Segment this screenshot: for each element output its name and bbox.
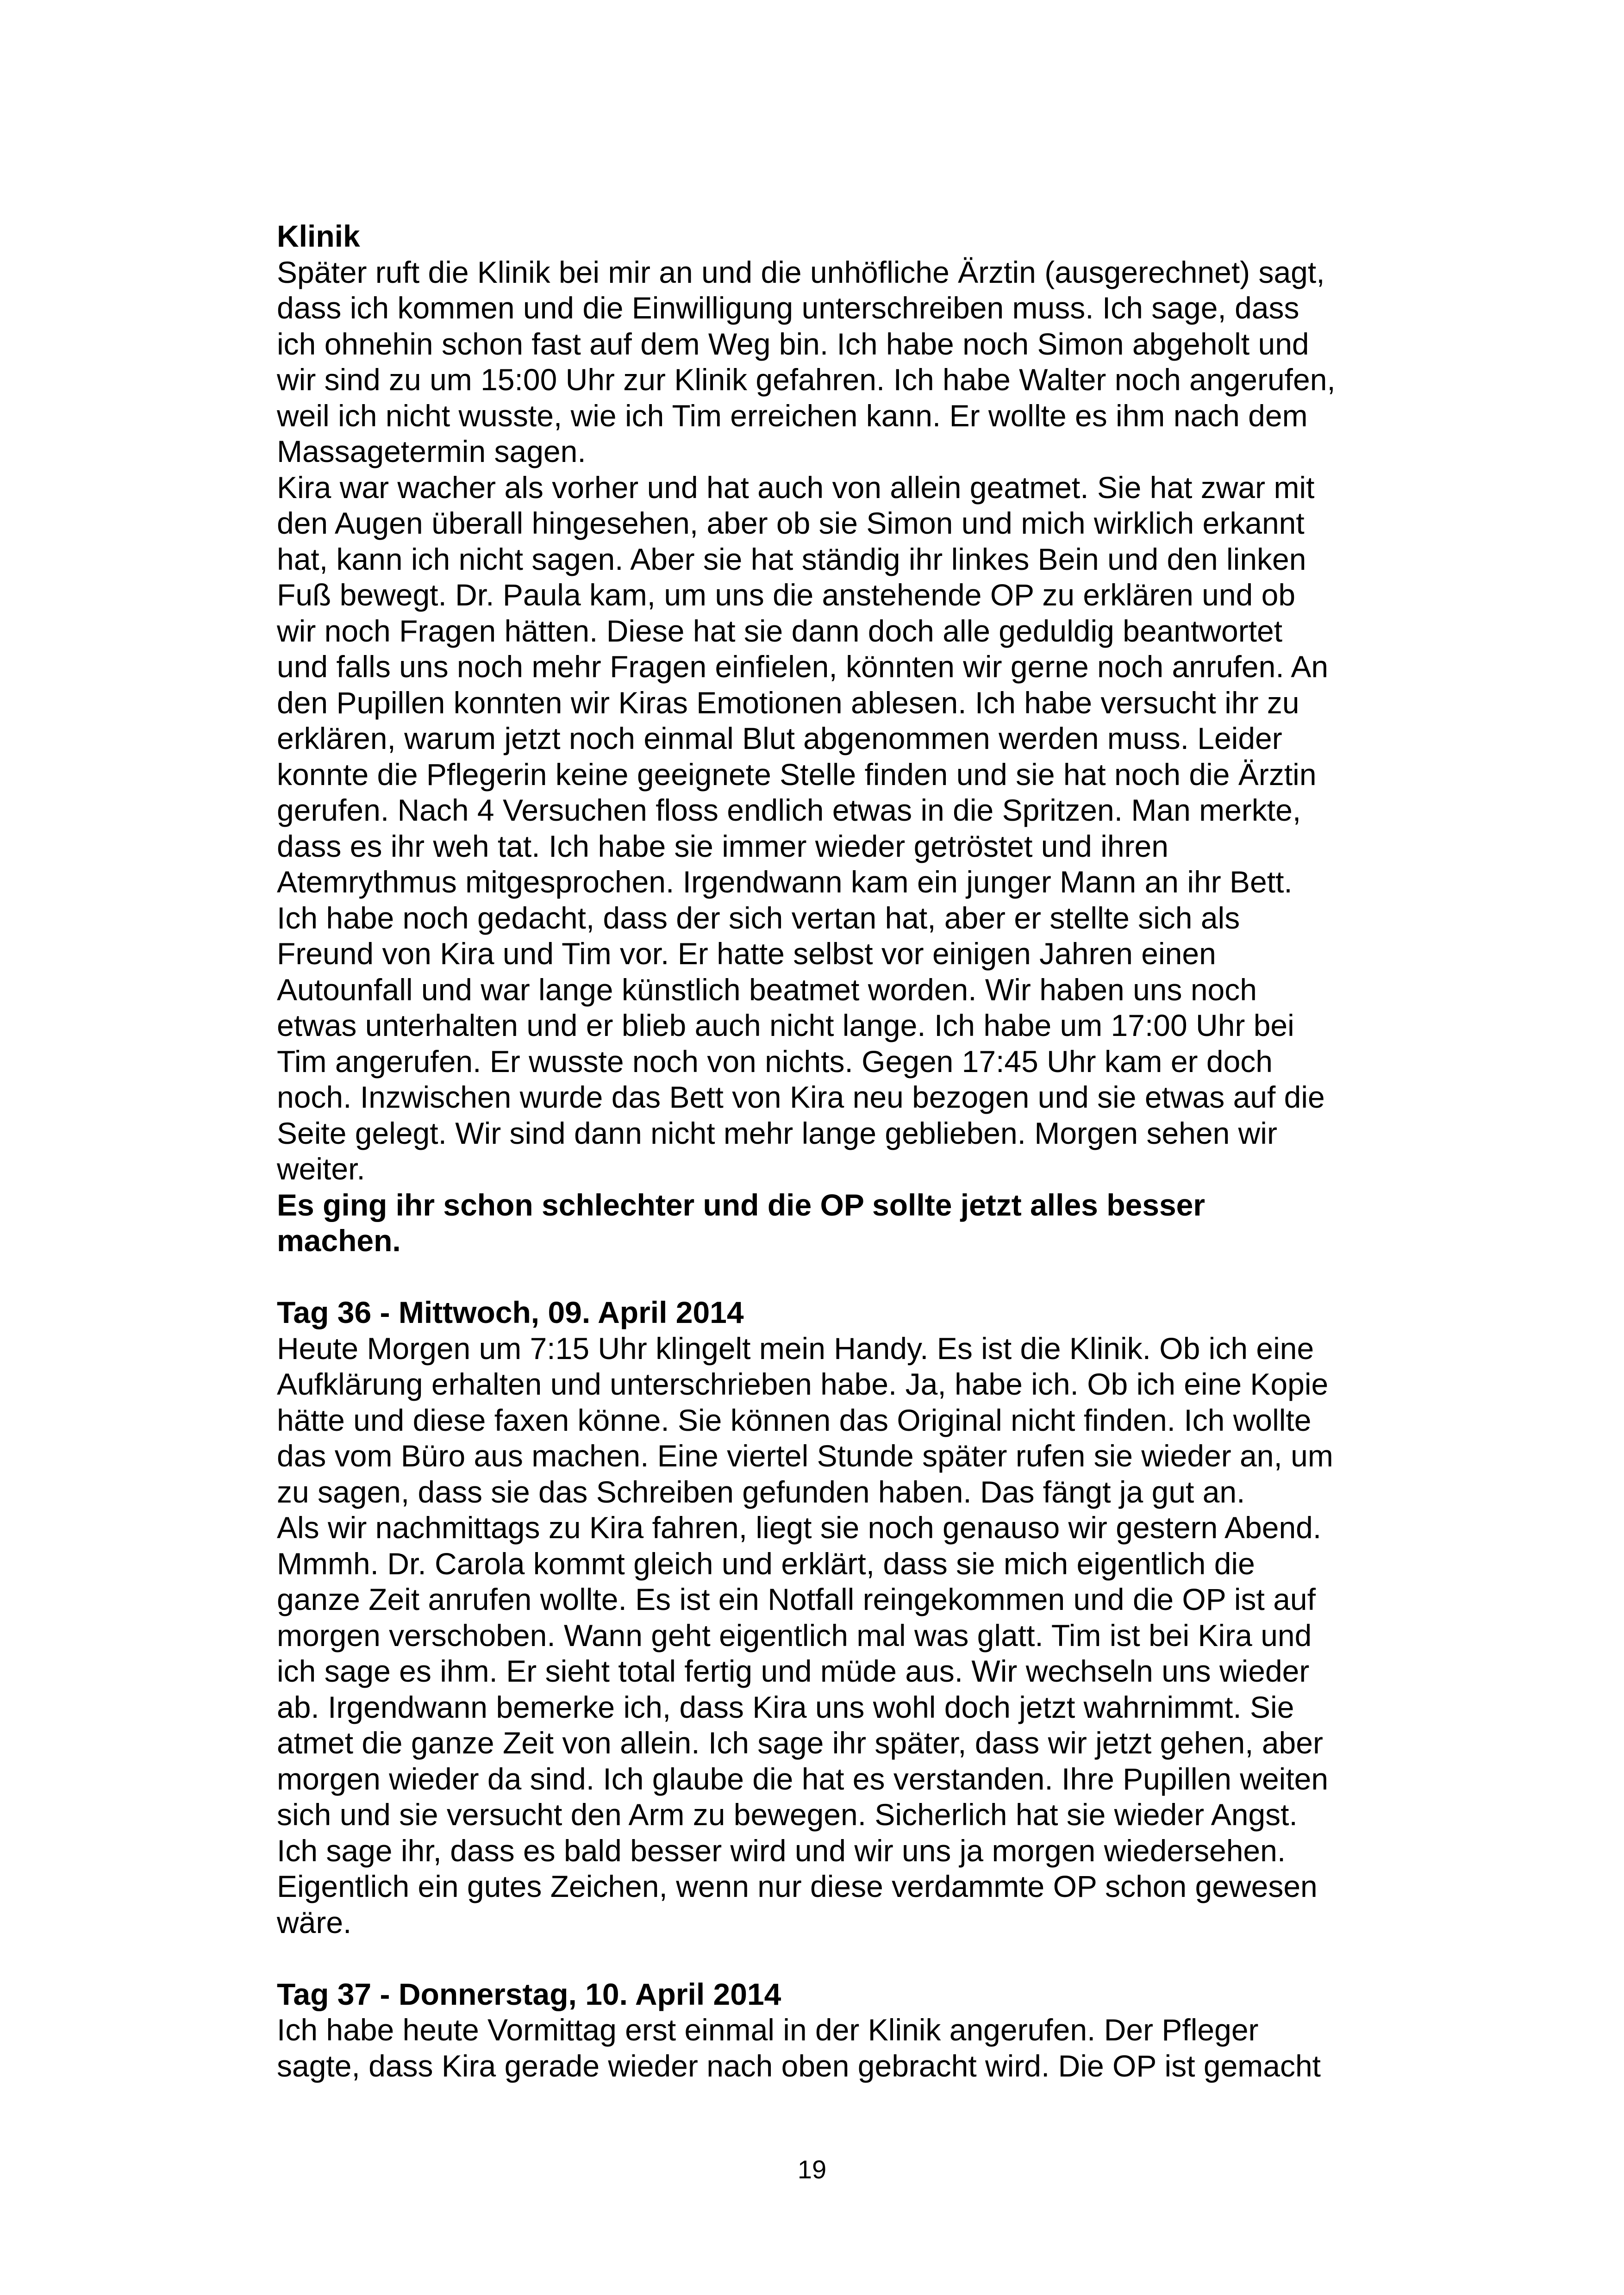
paragraph [277,470,1379,1187]
section-spacer [277,1940,1379,1977]
text-line: wir sind zu um 15:00 Uhr zur Klinik gefahren. Ich habe Walter noch angerufen, [277,362,1336,397]
text-line: morgen verschoben. Wann geht eigentlich mal was glatt. Tim ist bei Kira und [277,1618,1312,1653]
text-line: noch. Inzwischen wurde das Bett von Kira neu bezogen und sie etwas auf die [277,1080,1325,1114]
text-line: wir noch Fragen hätten. Diese hat sie dann doch alle geduldig beantwortet [277,613,1283,648]
text-line: Mmmh. Dr. Carola kommt gleich und erklärt, dass sie mich eigentlich die [277,1546,1255,1581]
paragraph [277,1510,1379,1940]
page-number: 19 [797,2155,827,2184]
text-line: konnte die Pflegerin keine geeignete Stelle finden und sie hat noch die Ärztin [277,757,1317,792]
text-line: weil ich nicht wusste, wie ich Tim erreichen kann. Er wollte es ihm nach dem [277,398,1308,433]
section-heading: Tag 36 - Mittwoch, 09. April 2014 [277,1295,744,1329]
text-line: Heute Morgen um 7:15 Uhr klingelt mein Handy. Es ist die Klinik. Ob ich eine [277,1331,1314,1366]
text-line: ab. Irgendwann bemerke ich, dass Kira uns wohl doch jetzt wahrnimmt. Sie [277,1690,1294,1724]
text-line: Autounfall und war lange künstlich beatmet worden. Wir haben uns noch [277,972,1257,1007]
text-line: morgen wieder da sind. Ich glaube die hat es verstanden. Ihre Pupillen weiten [277,1761,1329,1796]
text-line: machen. [277,1223,401,1258]
text-line: und falls uns noch mehr Fragen einfielen, könnten wir gerne noch anrufen. An [277,649,1329,684]
text-line: sich und sie versucht den Arm zu bewegen. Sicherlich hat sie wieder Angst. [277,1797,1298,1832]
text-line: Ich habe heute Vormittag erst einmal in der Klinik angerufen. Der Pfleger [277,2013,1259,2047]
text-line: gerufen. Nach 4 Versuchen floss endlich etwas in die Spritzen. Man merkte, [277,793,1301,827]
text-line: Seite gelegt. Wir sind dann nicht mehr lange geblieben. Morgen sehen wir [277,1116,1277,1150]
paragraph [277,2012,1379,2084]
bold-closing-statement [277,1187,1379,1259]
text-line: Ich sage ihr, dass es bald besser wird und wir uns ja morgen wiedersehen. [277,1833,1286,1868]
text-line: Als wir nachmittags zu Kira fahren, liegt sie noch genauso wir gestern Abend. [277,1510,1322,1545]
text-line: den Pupillen konnten wir Kiras Emotionen ablesen. Ich habe versucht ihr zu [277,685,1299,720]
text-line: dass es ihr weh tat. Ich habe sie immer wieder getröstet und ihren [277,829,1168,863]
text-line: Atemrythmus mitgesprochen. Irgendwann kam ein junger Mann an ihr Bett. [277,865,1293,899]
text-line: weiter. [277,1152,365,1186]
text-line: sagte, dass Kira gerade wieder nach oben gebracht wird. Die OP ist gemacht [277,2048,1321,2083]
text-line: Aufklärung erhalten und unterschrieben habe. Ja, habe ich. Ob ich eine Kopie [277,1367,1329,1401]
text-line: Es ging ihr schon schlechter und die OP sollte jetzt alles besser [277,1187,1206,1222]
text-line: dass ich kommen und die Einwilligung unterschreiben muss. Ich sage, dass [277,291,1299,325]
text-line: ganze Zeit anrufen wollte. Es ist ein Notfall reingekommen und die OP ist auf [277,1582,1316,1616]
section-spacer [277,1259,1379,1295]
text-column [277,218,1379,2084]
text-line: ich ohnehin schon fast auf dem Weg bin. Ich habe noch Simon abgeholt und [277,326,1309,361]
text-line: etwas unterhalten und er blieb auch nicht lange. Ich habe um 17:00 Uhr bei [277,1008,1294,1042]
section-heading: Klinik [277,219,360,253]
text-line: den Augen überall hingesehen, aber ob sie Simon und mich wirklich erkannt [277,506,1305,540]
text-line: Später ruft die Klinik bei mir an und die unhöfliche Ärztin (ausgerechnet) sagt, [277,255,1325,289]
text-line: hat, kann ich nicht sagen. Aber sie hat ständig ihr linkes Bein und den linken [277,542,1306,576]
text-line: atmet die ganze Zeit von allein. Ich sage ihr später, dass wir jetzt gehen, aber [277,1726,1323,1760]
paragraph [277,255,1379,470]
text-line: Kira war wacher als vorher und hat auch von allein geatmet. Sie hat zwar mit [277,470,1315,505]
text-line: wäre. [277,1905,352,1940]
section-heading: Tag 37 - Donnerstag, 10. April 2014 [277,1977,781,2011]
text-line: hätte und diese faxen könne. Sie können das Original nicht finden. Ich wollte [277,1403,1312,1437]
text-line: zu sagen, dass sie das Schreiben gefunden haben. Das fängt ja gut an. [277,1474,1245,1509]
text-line: Massagetermin sagen. [277,434,586,468]
text-line: das vom Büro aus machen. Eine viertel Stunde später rufen sie wieder an, um [277,1439,1333,1473]
text-line: Fuß bewegt. Dr. Paula kam, um uns die anstehende OP zu erklären und ob [277,578,1296,612]
paragraph [277,1331,1379,1510]
text-line: erklären, warum jetzt noch einmal Blut abgenommen werden muss. Leider [277,721,1282,755]
text-line: ich sage es ihm. Er sieht total fertig und müde aus. Wir wechseln uns wieder [277,1654,1310,1688]
text-line: Ich habe noch gedacht, dass der sich vertan hat, aber er stellte sich als [277,900,1240,935]
text-line: Eigentlich ein gutes Zeichen, wenn nur diese verdammte OP schon gewesen [277,1869,1318,1903]
text-line: Tim angerufen. Er wusste noch von nichts. Gegen 17:45 Uhr kam er doch [277,1044,1273,1079]
text-line: Freund von Kira und Tim vor. Er hatte selbst vor einigen Jahren einen [277,936,1216,971]
